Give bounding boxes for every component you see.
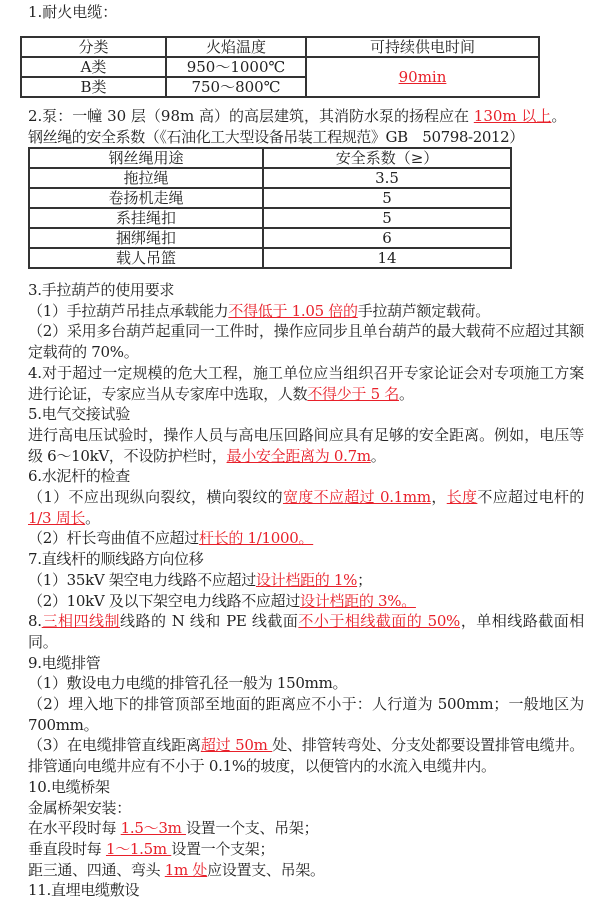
paragraph [28,694,584,735]
text-segment: 处、排管转弯处、分支处都要设置排管电缆井。排管通向电缆井应有不小于 0.1%的坡度，以便管内的水流入电缆井内。 [28,736,584,776]
table-cell: B类 [21,77,166,97]
paragraph [28,466,584,487]
paragraph [28,860,584,881]
table-cell: 系挂绳扣 [29,208,263,228]
rope-title: 钢丝绳的安全系数（《石油化工大型设备吊装工程规范》GB 50798-2012） [28,128,524,146]
text-segment: 10.电缆桥架 [28,777,110,796]
section-2-text [28,106,584,127]
text-segment: 在水平段时每 [28,819,121,838]
table-cell: 14 [263,248,511,268]
text-segment: ； [357,570,372,589]
paragraph [28,321,584,362]
text-segment: 线路的 N 线和 PE 线截面 [120,612,299,631]
paragraph [28,777,584,798]
text-segment: 4.对于超过一定规模的危大工程，施工单位应当组织召开专家论证会对专项施工方案进行论证，专家应当从专家库中选取，人数 [28,363,584,403]
text-segment: 设置一个支、吊架； [185,819,319,838]
highlighted-text: 最小安全距离为 0.7m [226,446,371,465]
highlighted-text: 杆长的 1/1000。 [198,529,314,548]
text-segment: 11.直埋电缆敷设 [28,881,140,900]
text-segment: 距三通、四通、弯头 [28,860,165,879]
paragraph [28,280,584,301]
highlighted-text: 不得低于 1.05 倍的 [228,301,358,320]
table-cell: 卷扬机走绳 [29,188,263,208]
text-segment: （1）敷设电力电缆的排管孔径一般为 150mm。 [28,674,348,693]
table-cell: A类 [21,57,166,77]
table-row [29,188,511,208]
text-segment: ，单相线路截面相同。 [28,612,584,651]
paragraph [28,301,584,322]
table-header: 安全系数（≥） [263,148,511,168]
highlighted-text: 宽度不应超过 0.1mm [282,488,431,507]
table-cell: 5 [263,188,511,208]
highlighted-text: 不得少于 5 名 [307,384,399,403]
text-segment: （1）手拉葫芦吊挂点承载能力 [28,301,229,320]
text-segment: 不应超过电杆的 [477,488,584,507]
text-segment: （1）35kV 架空电力线路不应超过 [28,570,256,589]
paragraph [28,591,584,612]
highlighted-text: 长度 [446,488,478,507]
text-segment: 进行高电压试验时，操作人员与高电压回路间应具有足够的安全距离。例如，电压等级 6～10kV，不设防护栏时， [28,425,584,465]
highlighted-text: 超过 50m [200,736,273,755]
table-cell: 750～800℃ [166,77,306,97]
paragraph [28,880,584,901]
highlighted-text: 不小于相线截面的 50% [298,612,461,631]
text-segment: 设置一个支架； [171,839,275,858]
table-cell: 6 [263,228,511,248]
text-segment: （3）在电缆排管直线距离 [28,736,201,755]
text-segment: 金属桥架安装： [28,798,131,817]
text-segment: ， [430,488,447,507]
text-segment: （1）不应出现纵向裂纹，横向裂纹的 [28,488,283,507]
paragraph [28,818,584,839]
table-cell: 950～1000℃ [166,57,306,77]
table-cell: 捆绑绳扣 [29,228,263,248]
table-row [29,228,511,248]
text-segment: 。 [370,446,386,465]
paragraph [28,487,584,528]
paragraph [28,735,584,776]
highlighted-text: 1m 处 [164,860,208,879]
paragraph [28,611,584,652]
paragraph [28,528,584,549]
text-segment: （2）杆长弯曲值不应超过 [28,529,199,548]
text-segment: 。 [85,508,100,527]
body-text [28,280,584,901]
table-cell: 3.5 [263,168,511,188]
table-header: 火焰温度 [166,37,306,57]
text-segment: 。 [551,107,567,125]
table-cell: 5 [263,208,511,228]
highlighted-text: 1.5～3m [120,819,186,838]
text-segment: 。 [399,384,414,403]
text-segment: （2）埋入地下的排管顶部至地面的距离应不小于：人行道为 500mm；一般地区为 700mm。 [28,695,584,734]
table-header: 钢丝绳用途 [29,148,263,168]
table-row [29,248,511,268]
text-segment: 5.电气交接试验 [28,405,130,424]
highlighted-text: 设计档距的 1% [255,570,358,589]
text-segment: （2）10kV 及以下架空电力线路不应超过 [28,591,301,610]
text-segment: 3.手拉葫芦的使用要求 [28,281,175,299]
paragraph [28,404,584,425]
highlighted-text: 1/3 周长 [28,508,86,527]
rope-safety-table [28,147,512,269]
text-segment: 9.电缆排管 [28,653,101,672]
table-header: 分类 [21,37,166,57]
text-segment: （2）采用多台葫芦起重同一工件时，操作应同步且单台葫芦的最大载荷不应超过其额定载荷的 70%。 [28,322,584,362]
paragraph [28,570,584,591]
paragraph [28,363,584,404]
section-1-title: 1.耐火电缆： [28,3,118,21]
paragraph [28,839,584,860]
paragraph [28,673,584,694]
text-segment: 8. [28,612,42,631]
paragraph [28,798,584,819]
highlighted-text: 130m 以上 [473,107,552,125]
table-header: 可持续供电时间 [306,37,539,57]
text-segment: 垂直段时每 [28,839,106,858]
table-cell: 载人吊篮 [29,248,263,268]
table-row [29,168,511,188]
text-segment: 6.水泥杆的检查 [28,467,130,486]
highlighted-text: 1～1.5m [105,839,172,858]
paragraph [28,653,584,674]
highlighted-text: 设计档距的 3%。 [300,591,416,610]
text-segment: 应设置支、吊架。 [207,860,325,879]
table-row [29,208,511,228]
text-segment: 2.泵：一幢 30 层（98m 高）的高层建筑，其消防水泵的扬程应在 [28,107,474,125]
fire-cable-table [20,36,540,98]
paragraph [28,549,584,570]
highlighted-text: 三相四线制 [41,612,121,631]
text-segment: 7.直线杆的顺线路方向位移 [28,550,204,569]
text-segment: 手拉葫芦额定载荷。 [357,301,491,320]
table-cell: 拖拉绳 [29,168,263,188]
paragraph [28,425,584,466]
table-cell-duration: 90min [306,57,539,97]
